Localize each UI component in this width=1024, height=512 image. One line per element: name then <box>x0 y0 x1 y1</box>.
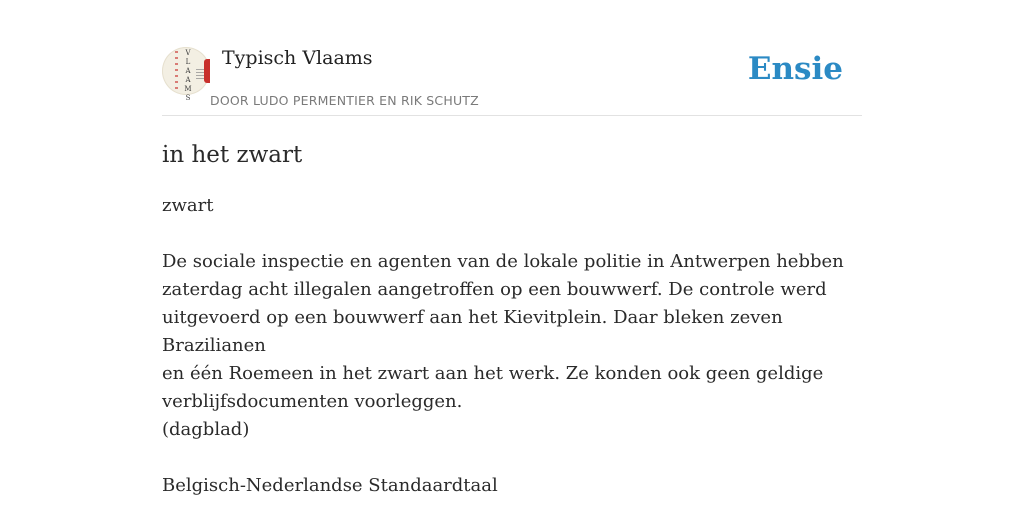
logo-stripe <box>204 59 210 83</box>
example-line: De sociale inspectie en agenten van de lokale politie in Antwerpen hebben <box>162 251 844 272</box>
entry-language: Belgisch-Nederlandse Standaardtaal <box>162 475 498 496</box>
example-line: verblijfsdocumenten voorleggen. <box>162 391 463 412</box>
entry-term: in het zwart <box>162 142 303 168</box>
header <box>162 0 862 116</box>
page-container <box>162 0 862 496</box>
blog-title-link[interactable]: Typisch Vlaams <box>222 47 373 69</box>
entry-definition: zwart <box>162 195 214 216</box>
example-line: zaterdag acht illegalen aangetroffen op een bouwwerf. De controle werd <box>162 279 827 300</box>
entry-example <box>162 248 862 416</box>
logo-decoration <box>175 51 178 91</box>
blog-logo[interactable] <box>162 47 210 102</box>
logo-letters: V L A A M S <box>184 49 192 102</box>
spacer <box>162 444 862 472</box>
example-line: en één Roemeen in het zwart aan het werk. Ze konden ook geen geldige <box>162 363 824 384</box>
logo-lines <box>196 69 204 79</box>
byline: DOOR LUDO PERMENTIER EN RIK SCHUTZ <box>210 93 479 108</box>
spacer <box>162 220 862 248</box>
entry-body <box>162 192 862 500</box>
entry-source: (dagblad) <box>162 419 250 440</box>
example-line: uitgevoerd op een bouwwerf aan het Kievitplein. Daar bleken zeven Brazilianen <box>162 307 783 356</box>
brand-logo-link[interactable]: Ensie <box>747 51 843 87</box>
